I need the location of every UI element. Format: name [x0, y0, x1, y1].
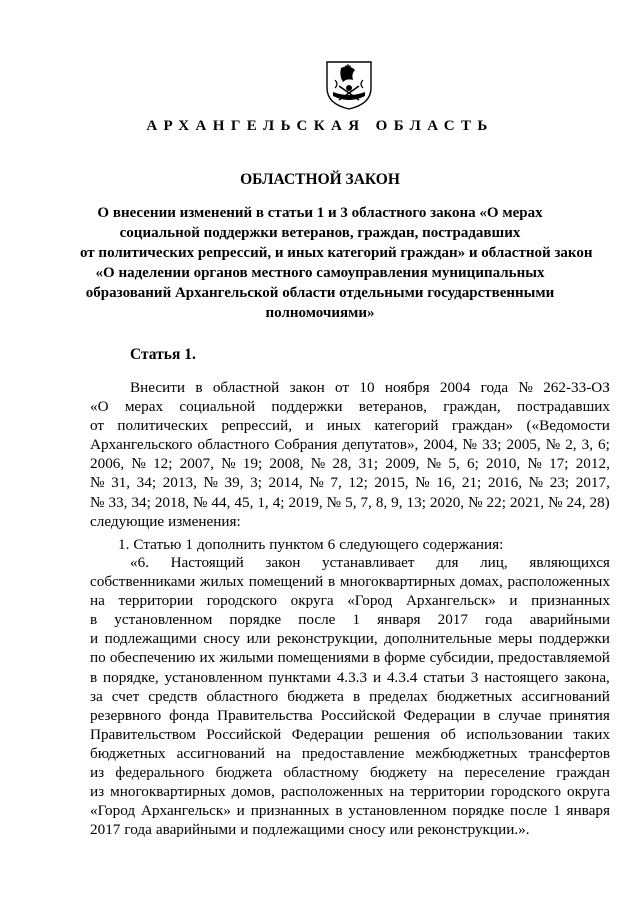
text-line: резервного фонда Правительства Российской Федерации в случае принятия	[90, 706, 610, 724]
text-line: «Город Архангельск» и признанных в установленном порядке после 1 января	[90, 802, 610, 820]
text-line: «6. Настоящий закон устанавливает для лиц, являющихся	[130, 554, 610, 571]
title-line: социальной поддержки ветеранов, граждан, пострадавших	[119, 225, 521, 241]
text-line: бюджетных ассигнований на предоставление межбюджетных трансфертов	[90, 744, 610, 762]
region-name: АРХАНГЕЛЬСКАЯ ОБЛАСТЬ	[146, 118, 494, 134]
text-line: собственниками жилых помещений в многоквартирных домах, расположенных	[90, 573, 610, 591]
text-line: по обеспечению их жилыми помещениями в форме субсидии, предоставляемой	[90, 649, 610, 667]
text-line: 2006, № 12; 2007, № 19; 2008, № 28, 31; 2009, № 5, 6; 2010, № 17; 2012,	[90, 455, 610, 473]
coat-of-arms-emblem	[321, 58, 377, 110]
text-line: за счет средств областного бюджета в пределах бюджетных ассигнований	[90, 687, 610, 705]
text-line: Правительством Российской Федерации решения об использовании таких	[90, 725, 610, 743]
text-line: 2017 года аварийными и подлежащими сносу или реконструкции.».	[90, 821, 530, 839]
paragraph-item-1	[90, 535, 610, 554]
text-line: из многоквартирных домов, расположенных на территории городского округа	[90, 783, 610, 801]
title-line: от политических репрессий, и иных категорий граждан» и областной закон	[80, 245, 593, 261]
article-heading: Статья 1.	[130, 346, 196, 363]
title-line: образований Архангельской области отдельными государственными	[85, 285, 555, 301]
text-line: на территории городского округа «Город Архангельск» и признанных	[90, 592, 610, 610]
text-line: «О мерах социальной поддержки ветеранов, граждан, пострадавших	[90, 398, 610, 416]
law-title	[80, 203, 593, 323]
text-line: в установленном порядке после 1 января 2017 года аварийными	[90, 611, 610, 629]
text-line: следующие изменения:	[90, 512, 241, 530]
text-line: Внесити в областной закон от 10 ноября 2004 года № 262-33-ОЗ	[130, 379, 610, 396]
text-line: № 33, 34; 2018, № 44, 45, 1, 4; 2019, № 5, 7, 8, 9, 13; 2020, № 22; 2021, № 24, 28)	[90, 493, 610, 511]
text-line: от политических репрессий, и иных категорий граждан» («Ведомости	[90, 417, 610, 435]
paragraph-amendments-intro	[90, 378, 610, 531]
paragraph-item-6-text	[90, 553, 610, 839]
text-line: из федерального бюджета областному бюджету на переселение граждан	[90, 764, 610, 782]
title-line: О внесении изменений в статьи 1 и 3 областного закона «О мерах	[97, 205, 543, 221]
text-line: Архангельского областного Собрания депутатов», 2004, № 33; 2005, № 2, 3, 6;	[90, 436, 610, 454]
text-line: 1. Статью 1 дополнить пунктом 6 следующего содержания:	[118, 536, 504, 553]
title-line: «О наделении органов местного самоуправления муниципальных	[95, 265, 545, 281]
document-type: ОБЛАСТНОЙ ЗАКОН	[240, 171, 400, 188]
text-line: и подлежащими сносу или реконструкции, дополнительные меры поддержки	[90, 630, 610, 648]
title-line: полномочиями»	[265, 305, 375, 321]
text-line: в порядке, установленном пунктами 4.3.3 и 4.3.4 статьи 3 настоящего закона,	[90, 668, 610, 686]
text-line: № 31, 34; 2013, № 39, 3; 2014, № 7, 12; 2015, № 16, 21; 2016, № 23; 2017,	[90, 474, 610, 492]
